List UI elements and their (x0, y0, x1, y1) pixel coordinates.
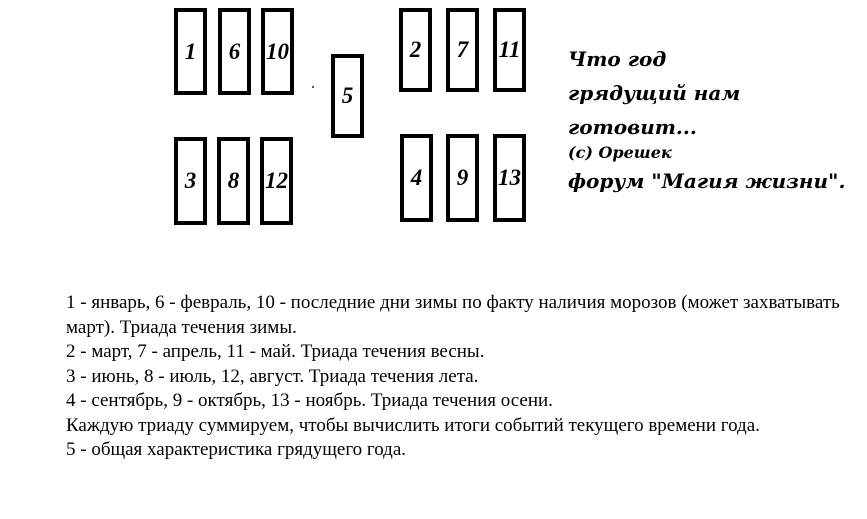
card-3 (174, 137, 207, 225)
title-forum: форум "Магия жизни". (568, 169, 846, 193)
title-line-1: Что год (568, 47, 667, 71)
card-8-label: 8 (227, 168, 240, 193)
card-12-label: 12 (265, 168, 288, 193)
card-8 (217, 137, 250, 225)
card-7 (446, 8, 479, 92)
card-6-label: 6 (228, 38, 241, 64)
card-9 (446, 134, 479, 222)
card-5 (331, 54, 364, 138)
legend-autumn: 4 - сентябрь, 9 - октябрь, 13 - ноябрь. Триада течения осени. (66, 390, 553, 411)
card-4 (400, 134, 433, 222)
card-7-label: 7 (456, 37, 469, 62)
legend-spring: 2 - март, 7 - апрель, 11 - май. Триада течения весны. (66, 341, 485, 362)
legend (66, 291, 861, 463)
card-13 (493, 134, 526, 222)
legend-year: 5 - общая характеристика грядущего года. (66, 439, 407, 460)
card-1 (174, 8, 207, 95)
card-10 (261, 8, 294, 95)
card-6 (218, 8, 251, 95)
card-9-label: 9 (456, 165, 469, 190)
card-3-label: 3 (184, 168, 197, 193)
stray-dot (312, 86, 314, 88)
card-2 (399, 8, 432, 92)
title-line-2: грядущий нам готовит... (568, 81, 741, 139)
legend-winter: 1 - январь, 6 - февраль, 10 - последние дни зимы по факту наличия морозов (может захватывать март). Триада течения зимы. (66, 292, 840, 338)
card-12 (260, 137, 293, 225)
card-13-label: 13 (498, 165, 521, 190)
legend-summary: Каждую триаду суммируем, чтобы вычислить итоги событий текущего времени года. (66, 414, 760, 436)
card-4-label: 4 (410, 165, 423, 190)
card-11 (493, 8, 526, 92)
card-10-label: 10 (266, 38, 289, 64)
card-11-label: 11 (498, 37, 521, 62)
legend-summer: 3 - июнь, 8 - июль, 12, август. Триада течения лета. (66, 365, 479, 387)
spread-title (568, 42, 858, 198)
card-1-label: 1 (184, 38, 197, 64)
card-2-label: 2 (409, 37, 422, 62)
card-5-label: 5 (341, 83, 354, 108)
title-author: (с) Орешек (568, 143, 672, 162)
